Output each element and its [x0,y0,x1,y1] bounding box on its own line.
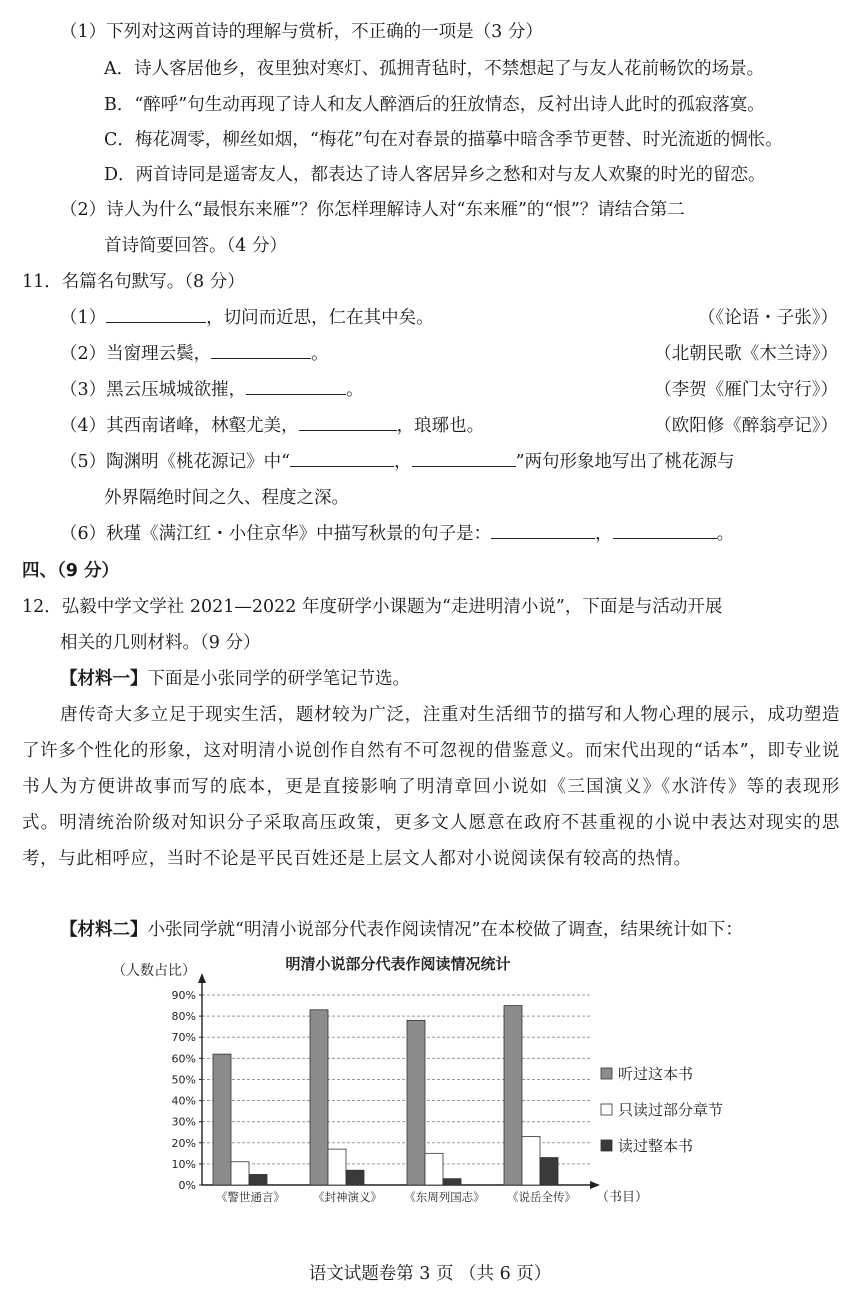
q11-title: 11．名篇名句默写。（8 分） [22,272,245,292]
q11-item-2-source: （北朝民歌《木兰诗》） [654,344,838,364]
y-tick-label: 90% [171,989,196,1002]
x-tick-label: 《警世通言》 [216,1190,285,1204]
q11-item-2-end: 。 [311,344,329,364]
material-one-intro: 下面是小张同学的研学笔记节选。 [147,669,410,689]
q11-item-3-text: （3）黑云压城城欲摧， [60,380,247,400]
q11-item-1-prefix: （1） [60,308,107,328]
q11-item-6-end: 。 [716,524,735,544]
material-two-tag: 【材料二】 [60,920,148,940]
fill-blank[interactable] [412,450,516,467]
legend-swatch [601,1140,612,1151]
q11-item-5 [60,450,735,474]
fill-blank[interactable] [613,522,717,539]
y-tick-label: 30% [171,1115,196,1129]
reading-survey-chart [0,945,860,1215]
q10-sub2-line1: （2）诗人为什么“最恨东来雁”？你怎样理解诗人对“东来雁”的“恨”？请结合第二 [60,200,685,220]
section-heading: 四、（9 分） [22,561,120,581]
material-one-paragraph: 唐传奇大多立足于现实生活，题材较为广泛，注重对生活细节的描写和人物心理的展示，成功塑造了许多个性化的形象，这对明清小说创作自然有不可忽视的借鉴意义。而宋代出现的“话本”，即专业说书人为方便讲故事而写的底本，更是直接影响了明清章回小说如《三国演义》《水浒传》等的表现形式。明清统治阶级对知识分子采取高压政策，更多文人愿意在政府不甚重视的小说中表达对现实的思考，与此相呼应，当时不论是平民百姓还是上层文人都对小说阅读保有较高的热情。 [22,705,840,869]
bar [213,1054,231,1185]
q11-item-4-text: （4）其西南诸峰，林壑尤美， [60,416,299,436]
material-two-intro: 小张同学就“明清小说部分代表作阅读情况”在本校做了调查，结果统计如下： [147,920,743,940]
y-axis-label: （人数占比） [112,963,196,979]
bar [328,1149,346,1185]
q11-item-1 [60,306,434,330]
bar [522,1136,540,1185]
bar [504,1006,522,1185]
q11-item-4-end: ，琅琊也。 [396,416,485,436]
q10-option-d: D．两首诗同是遥寄友人，都表达了诗人客居异乡之愁和对与友人欢聚的时光的留恋。 [104,165,766,185]
q11-item-4 [60,414,484,438]
legend-label: 读过整本书 [618,1137,694,1155]
page-footer: 语文试题卷第 3 页 （共 6 页） [308,1264,552,1284]
q11-item-3 [60,378,364,402]
legend-label: 只读过部分章节 [618,1101,724,1119]
bar [249,1174,267,1185]
y-tick-label: 0% [178,1179,196,1192]
bar [407,1020,425,1185]
fill-blank[interactable] [246,378,346,395]
x-tick-label: 《东周列国志》 [404,1190,485,1204]
q11-item-1-text: ，切问而近思，仁在其中矣。 [206,308,434,328]
material-one-heading [60,667,410,691]
fill-blank[interactable] [211,342,311,359]
q12-title-line2: 相关的几则材料。（9 分） [60,633,261,653]
q11-item-5-comma: ， [394,452,412,472]
fill-blank[interactable] [491,522,595,539]
legend-swatch [601,1104,612,1115]
q11-item-5-end: ”两句形象地写出了桃花源与 [515,452,735,472]
bar [443,1179,461,1185]
y-axis-arrow [198,973,206,983]
q10-sub1: （1）下列对这两首诗的理解与赏析，不正确的一项是（3 分） [60,22,543,42]
q11-item-2 [60,342,329,366]
q10-option-b: B．“醉呼”句生动再现了诗人和友人醉酒后的狂放情态，反衬出诗人此时的孤寂落寞。 [104,95,765,115]
bar [310,1010,328,1185]
q11-item-6-text: （6）秋瑾《满江红・小住京华》中描写秋景的句子是： [60,524,492,544]
q12-title-line1: 12．弘毅中学文学社 2021—2022 年度研学小课题为“走进明清小说”，下面是与活动开展 [22,597,723,617]
legend-label: 听过这本书 [618,1065,694,1083]
y-tick-label: 80% [171,1010,196,1024]
x-axis-arrow [590,1181,600,1189]
chart-title: 明清小说部分代表作阅读情况统计 [285,955,511,973]
fill-blank[interactable] [299,414,397,431]
q10-option-c: C．梅花凋零，柳丝如烟，“梅花”句在对春景的描摹中暗含季节更替、时光流逝的惆怅。 [104,130,783,150]
q11-item-3-end: 。 [346,380,364,400]
bar [346,1170,364,1185]
q10-sub2-line2: 首诗简要回答。（4 分） [104,236,287,256]
bar [231,1162,249,1185]
x-axis-label: （书目） [596,1190,649,1205]
legend-swatch [601,1068,612,1079]
q10-option-a: A．诗人客居他乡，夜里独对寒灯、孤拥青毡时，不禁想起了与友人花前畅饮的场景。 [104,59,765,79]
y-tick-label: 50% [171,1073,196,1087]
y-tick-label: 40% [171,1094,196,1108]
q11-item-6-comma: ， [595,524,613,544]
q11-item-1-source: （《论语・子张》） [698,308,838,328]
q11-item-5-text: （5）陶渊明《桃花源记》中“ [60,452,291,472]
q11-item-6 [60,522,734,546]
q11-item-2-text: （2）当窗理云鬓， [60,344,212,364]
x-tick-label: 《说岳全传》 [507,1190,576,1204]
q11-item-5-line2: 外界隔绝时间之久、程度之深。 [104,488,349,508]
x-tick-label: 《封神演义》 [313,1190,382,1204]
material-one-tag: 【材料一】 [60,669,148,689]
q11-item-3-source: （李贺《雁门太守行》） [654,380,838,400]
y-tick-label: 20% [171,1136,196,1150]
fill-blank[interactable] [106,306,206,323]
bar [540,1158,558,1185]
q11-item-4-source: （欧阳修《醉翁亭记》） [654,416,838,436]
y-tick-label: 70% [171,1031,196,1045]
y-tick-label: 10% [171,1157,196,1171]
fill-blank[interactable] [290,450,394,467]
y-tick-label: 60% [171,1052,196,1066]
material-two-heading [60,918,743,942]
bar [425,1153,443,1185]
